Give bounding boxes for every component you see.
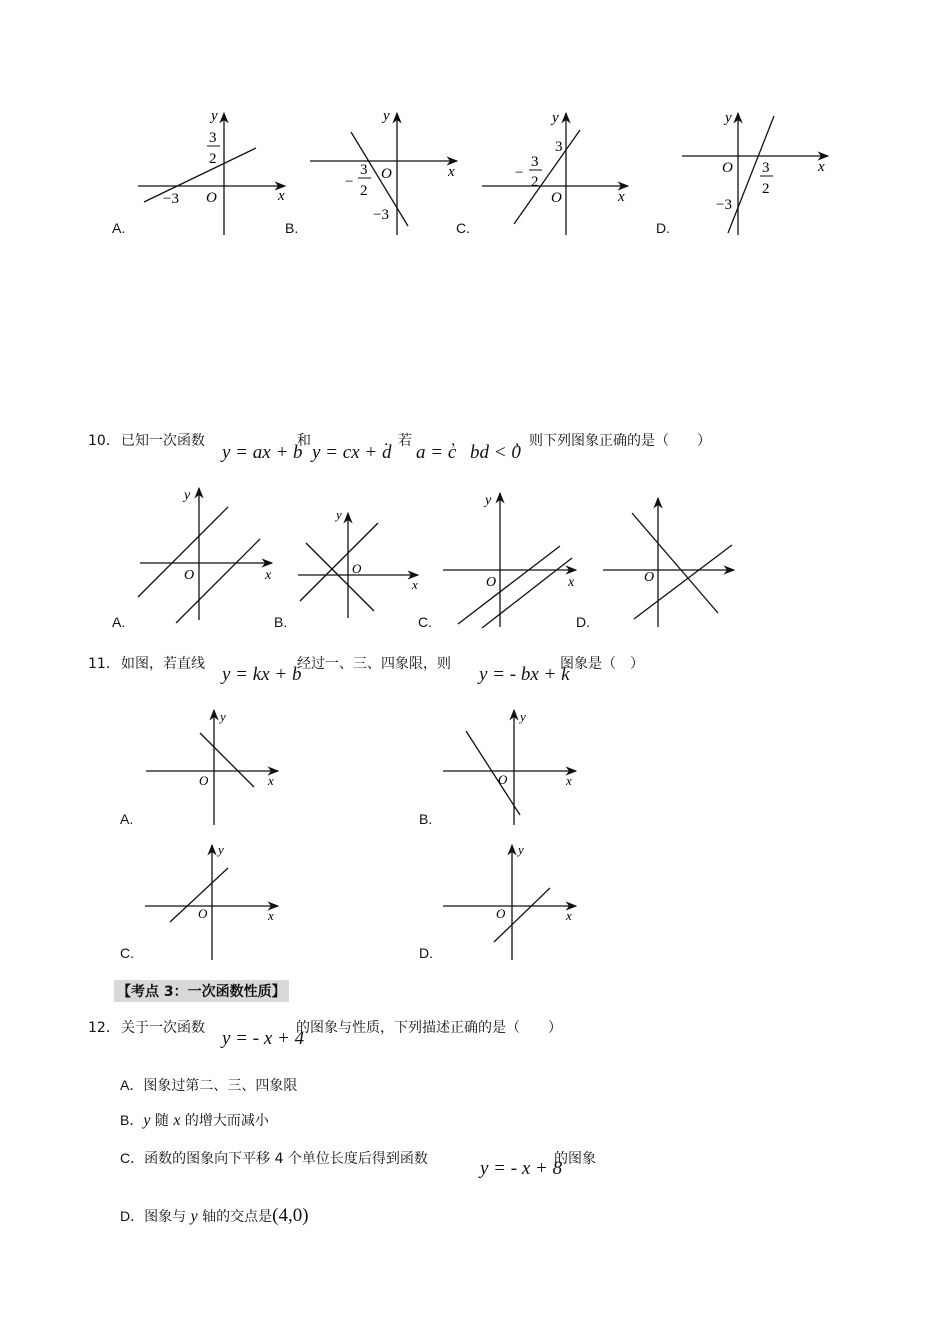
q11-graph-c	[140, 840, 285, 965]
origin-label: O	[206, 190, 217, 206]
intercept-label: −3	[163, 191, 179, 207]
svg-text:y: y	[725, 110, 732, 126]
y-label: y	[211, 108, 218, 124]
q11-text-2: 经过一、三、四象限，则	[297, 656, 451, 672]
svg-text:O: O	[198, 906, 208, 921]
q11-number: 11．	[88, 656, 120, 672]
q12-option-b-var1: y	[143, 1112, 151, 1129]
q11-text-1: 如图，若直线	[121, 656, 205, 672]
x-label: x	[278, 188, 285, 204]
svg-text:y: y	[218, 842, 224, 857]
q12-eq-1: y = - x + 4	[222, 1028, 305, 1049]
svg-text:−3: −3	[716, 197, 732, 213]
frac-den: 2	[209, 151, 217, 167]
svg-text:2: 2	[531, 174, 539, 190]
q10-eq-2: y = cx + d	[312, 442, 392, 463]
svg-text:y: y	[184, 488, 191, 503]
q10-cond-1: a = c	[416, 442, 457, 463]
q9-option-c-label[interactable]: C.	[456, 220, 470, 236]
q9-graph-c	[478, 108, 638, 238]
q11-option-a-label[interactable]: A.	[120, 811, 134, 827]
q9-graph-b	[305, 108, 465, 238]
svg-text:x: x	[566, 908, 572, 923]
svg-text:O: O	[199, 773, 209, 788]
q9-option-d-label[interactable]: D.	[656, 220, 670, 236]
q9-graph-d	[678, 108, 838, 238]
svg-text:3: 3	[555, 139, 563, 155]
q12-number: 12．	[88, 1020, 120, 1036]
svg-text:y: y	[383, 108, 390, 124]
q10-option-c-label[interactable]: C.	[418, 614, 432, 630]
q10-number: 10．	[88, 433, 120, 449]
svg-text:y: y	[518, 842, 524, 857]
svg-text:O: O	[644, 570, 655, 585]
q12-option-d-text1: 图象与	[144, 1209, 191, 1225]
svg-text:x: x	[724, 587, 725, 588]
svg-text:y: y	[220, 709, 226, 724]
q12-option-c-eq: y = - x + 8	[480, 1158, 563, 1179]
svg-text:2: 2	[762, 181, 770, 197]
svg-text:O: O	[184, 568, 195, 583]
q11-graph-d	[438, 840, 583, 965]
svg-text:−3: −3	[373, 207, 389, 223]
q11-graph-b	[438, 705, 583, 830]
q12-option-b-text2: 的增大而减小	[180, 1113, 269, 1129]
svg-text:y: y	[336, 507, 342, 522]
svg-text:y: y	[668, 507, 669, 508]
q10-graph-b	[292, 505, 427, 620]
svg-text:O: O	[722, 160, 733, 176]
frac-num: 3	[209, 130, 217, 146]
svg-text:O: O	[551, 190, 562, 206]
q10-option-d-label[interactable]: D.	[576, 614, 590, 630]
section-heading: 【考点 3：一次函数性质】	[114, 980, 289, 1002]
q11-eq-2: y = - bx + k	[479, 664, 570, 685]
svg-text:−: −	[515, 165, 524, 181]
graph-line	[144, 148, 256, 202]
svg-text:−: −	[345, 174, 354, 190]
q12-option-a-label: A．	[120, 1077, 144, 1093]
q12-option-d-label: D．	[120, 1208, 145, 1224]
svg-text:3: 3	[762, 160, 770, 176]
q12-option-c[interactable]	[120, 1148, 428, 1168]
q12-option-b-var2: x	[173, 1112, 181, 1129]
svg-text:x: x	[568, 575, 575, 590]
svg-text:x: x	[268, 908, 274, 923]
q12-option-d-point: (4,0)	[272, 1205, 309, 1226]
q12-option-d-text2: 轴的交点是	[197, 1209, 273, 1225]
q12-option-b-text1: 随	[150, 1113, 174, 1129]
q10-text-1: 已知一次函数	[121, 433, 205, 449]
q10-text-4: ，则下列图象正确的是（ ）	[515, 433, 711, 449]
q11-graph-a	[140, 705, 285, 830]
svg-text:y: y	[485, 493, 492, 508]
q10-graph-c	[438, 490, 583, 630]
q10-option-b-label[interactable]: B.	[274, 614, 288, 630]
q10-comma: ，	[451, 433, 465, 449]
q9-option-b-label[interactable]: B.	[285, 220, 299, 236]
svg-text:x: x	[448, 164, 455, 180]
q10-eq-1: y = ax + b	[222, 442, 303, 463]
q12-option-b[interactable]	[120, 1110, 269, 1130]
q10-text-2: 和	[297, 433, 311, 449]
q12-text-1: 关于一次函数	[121, 1020, 205, 1036]
q12-option-c-text1: 函数的图象向下平移 4 个单位长度后得到函数	[144, 1151, 428, 1167]
svg-text:O: O	[381, 166, 392, 182]
svg-text:x: x	[566, 773, 572, 788]
svg-text:x: x	[818, 159, 825, 175]
q9-graph-a	[130, 108, 290, 238]
q12-option-a[interactable]	[120, 1075, 297, 1095]
q12-option-d[interactable]	[120, 1205, 309, 1227]
svg-text:x: x	[412, 577, 418, 592]
svg-text:y: y	[552, 110, 559, 126]
svg-text:O: O	[498, 772, 508, 787]
svg-text:x: x	[618, 189, 625, 205]
q11-text-3: 图象是（ ）	[560, 656, 644, 672]
q11-eq-1: y = kx + b	[222, 664, 302, 685]
q12-option-c-text2: 的图象	[554, 1151, 596, 1167]
q12-option-a-text: 图象过第二、三、四象限	[143, 1078, 298, 1094]
svg-text:2: 2	[360, 183, 368, 199]
svg-text:y: y	[520, 709, 526, 724]
q12-option-b-label: B．	[120, 1112, 144, 1128]
svg-text:O: O	[352, 561, 362, 576]
svg-text:O: O	[486, 575, 497, 590]
svg-text:3: 3	[360, 162, 368, 178]
q11-option-b-label[interactable]: B.	[419, 811, 433, 827]
q9-option-a-label[interactable]: A.	[112, 220, 126, 236]
q10-cond-2: bd < 0	[470, 442, 521, 463]
q12-text-2: 的图象与性质，下列描述正确的是（ ）	[296, 1020, 562, 1036]
q12-option-c-label: C．	[120, 1150, 145, 1166]
q10-graph-a	[132, 485, 277, 630]
q11-option-c-label[interactable]: C.	[120, 945, 134, 961]
svg-text:x: x	[265, 568, 272, 583]
q12-option-d-var: y	[190, 1208, 198, 1225]
q11-option-d-label[interactable]: D.	[419, 945, 433, 961]
q10-text-3: ．若	[384, 433, 412, 449]
svg-text:3: 3	[531, 154, 539, 170]
svg-text:x: x	[268, 773, 274, 788]
svg-text:O: O	[496, 906, 506, 921]
q10-graph-d	[598, 495, 743, 630]
q10-option-a-label[interactable]: A.	[112, 614, 126, 630]
